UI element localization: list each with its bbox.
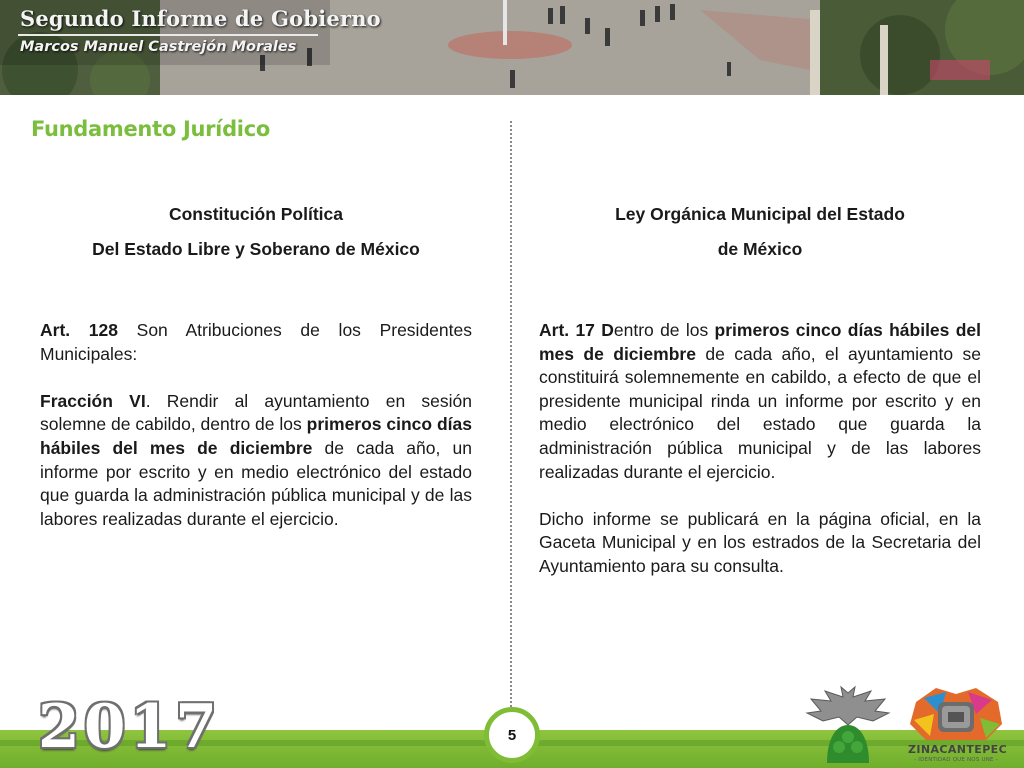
- column-divider: [510, 121, 512, 711]
- left-paragraph-2: [40, 390, 472, 532]
- header-title: Segundo Informe de Gobierno: [20, 6, 381, 31]
- year-label: 2017: [38, 692, 221, 762]
- header-banner: [0, 0, 1024, 95]
- paragraph-text: entro de los: [613, 320, 715, 340]
- page-number: 5: [507, 726, 517, 744]
- logo-slogan: - IDENTIDAD QUE NOS UNE -: [914, 757, 998, 763]
- paragraph-text: . Rendir al ayuntamiento en sesión solemne de cabildo, dentro de los: [40, 390, 472, 435]
- municipal-crest-icon: [803, 685, 893, 765]
- right-paragraph-2: Dicho informe se publicará en la página oficial, en la Gaceta Municipal y en los estrados de la Secretaria del Ayuntamiento para su consulta.: [539, 508, 981, 576]
- left-column: [40, 197, 472, 531]
- article-ref: Art. 17 D: [539, 320, 614, 340]
- right-paragraph-1: [539, 319, 981, 484]
- left-paragraph-1: [40, 319, 472, 366]
- article-ref: Art. 128: [40, 320, 118, 340]
- left-heading-1: Constitución Política: [168, 204, 344, 224]
- header-subtitle: Marcos Manuel Castrejón Morales: [20, 39, 297, 55]
- left-heading-2: Del Estado Libre y Soberano de México: [92, 239, 420, 259]
- page-number-badge: [484, 707, 540, 763]
- highlight-text: primeros cinco días hábiles del mes de diciembre: [40, 414, 472, 458]
- right-heading-2: de México: [717, 239, 803, 259]
- section-title: Fundamento Jurídico: [31, 117, 270, 141]
- fraction-ref: Fracción VI: [40, 390, 146, 411]
- paragraph-text: de cada año, el ayuntamiento se constituirá solemnemente en cabildo, a efecto de que el presidente municipal rinda un informe por escrito y en medio electrónico del estado que guarda la administración pública municipal y de las labores realizadas durante el ejercicio.: [539, 343, 981, 482]
- paragraph-text: de cada año, un informe por escrito y en medio electrónico del estado que guarda la administración pública municipal y de las labores realizadas durante el ejercicio.: [40, 437, 473, 529]
- right-heading-1: Ley Orgánica Municipal del Estado: [615, 204, 905, 224]
- zinacantepec-logo-icon: [906, 684, 1006, 744]
- paragraph-text: Son Atribuciones de los Presidentes Municipales:: [40, 320, 472, 364]
- highlight-text: primeros cinco días hábiles del mes de diciembre: [539, 320, 981, 364]
- right-column: [539, 197, 981, 579]
- logo-name: ZINACANTEPEC: [908, 743, 1008, 756]
- header-rule: [18, 34, 318, 36]
